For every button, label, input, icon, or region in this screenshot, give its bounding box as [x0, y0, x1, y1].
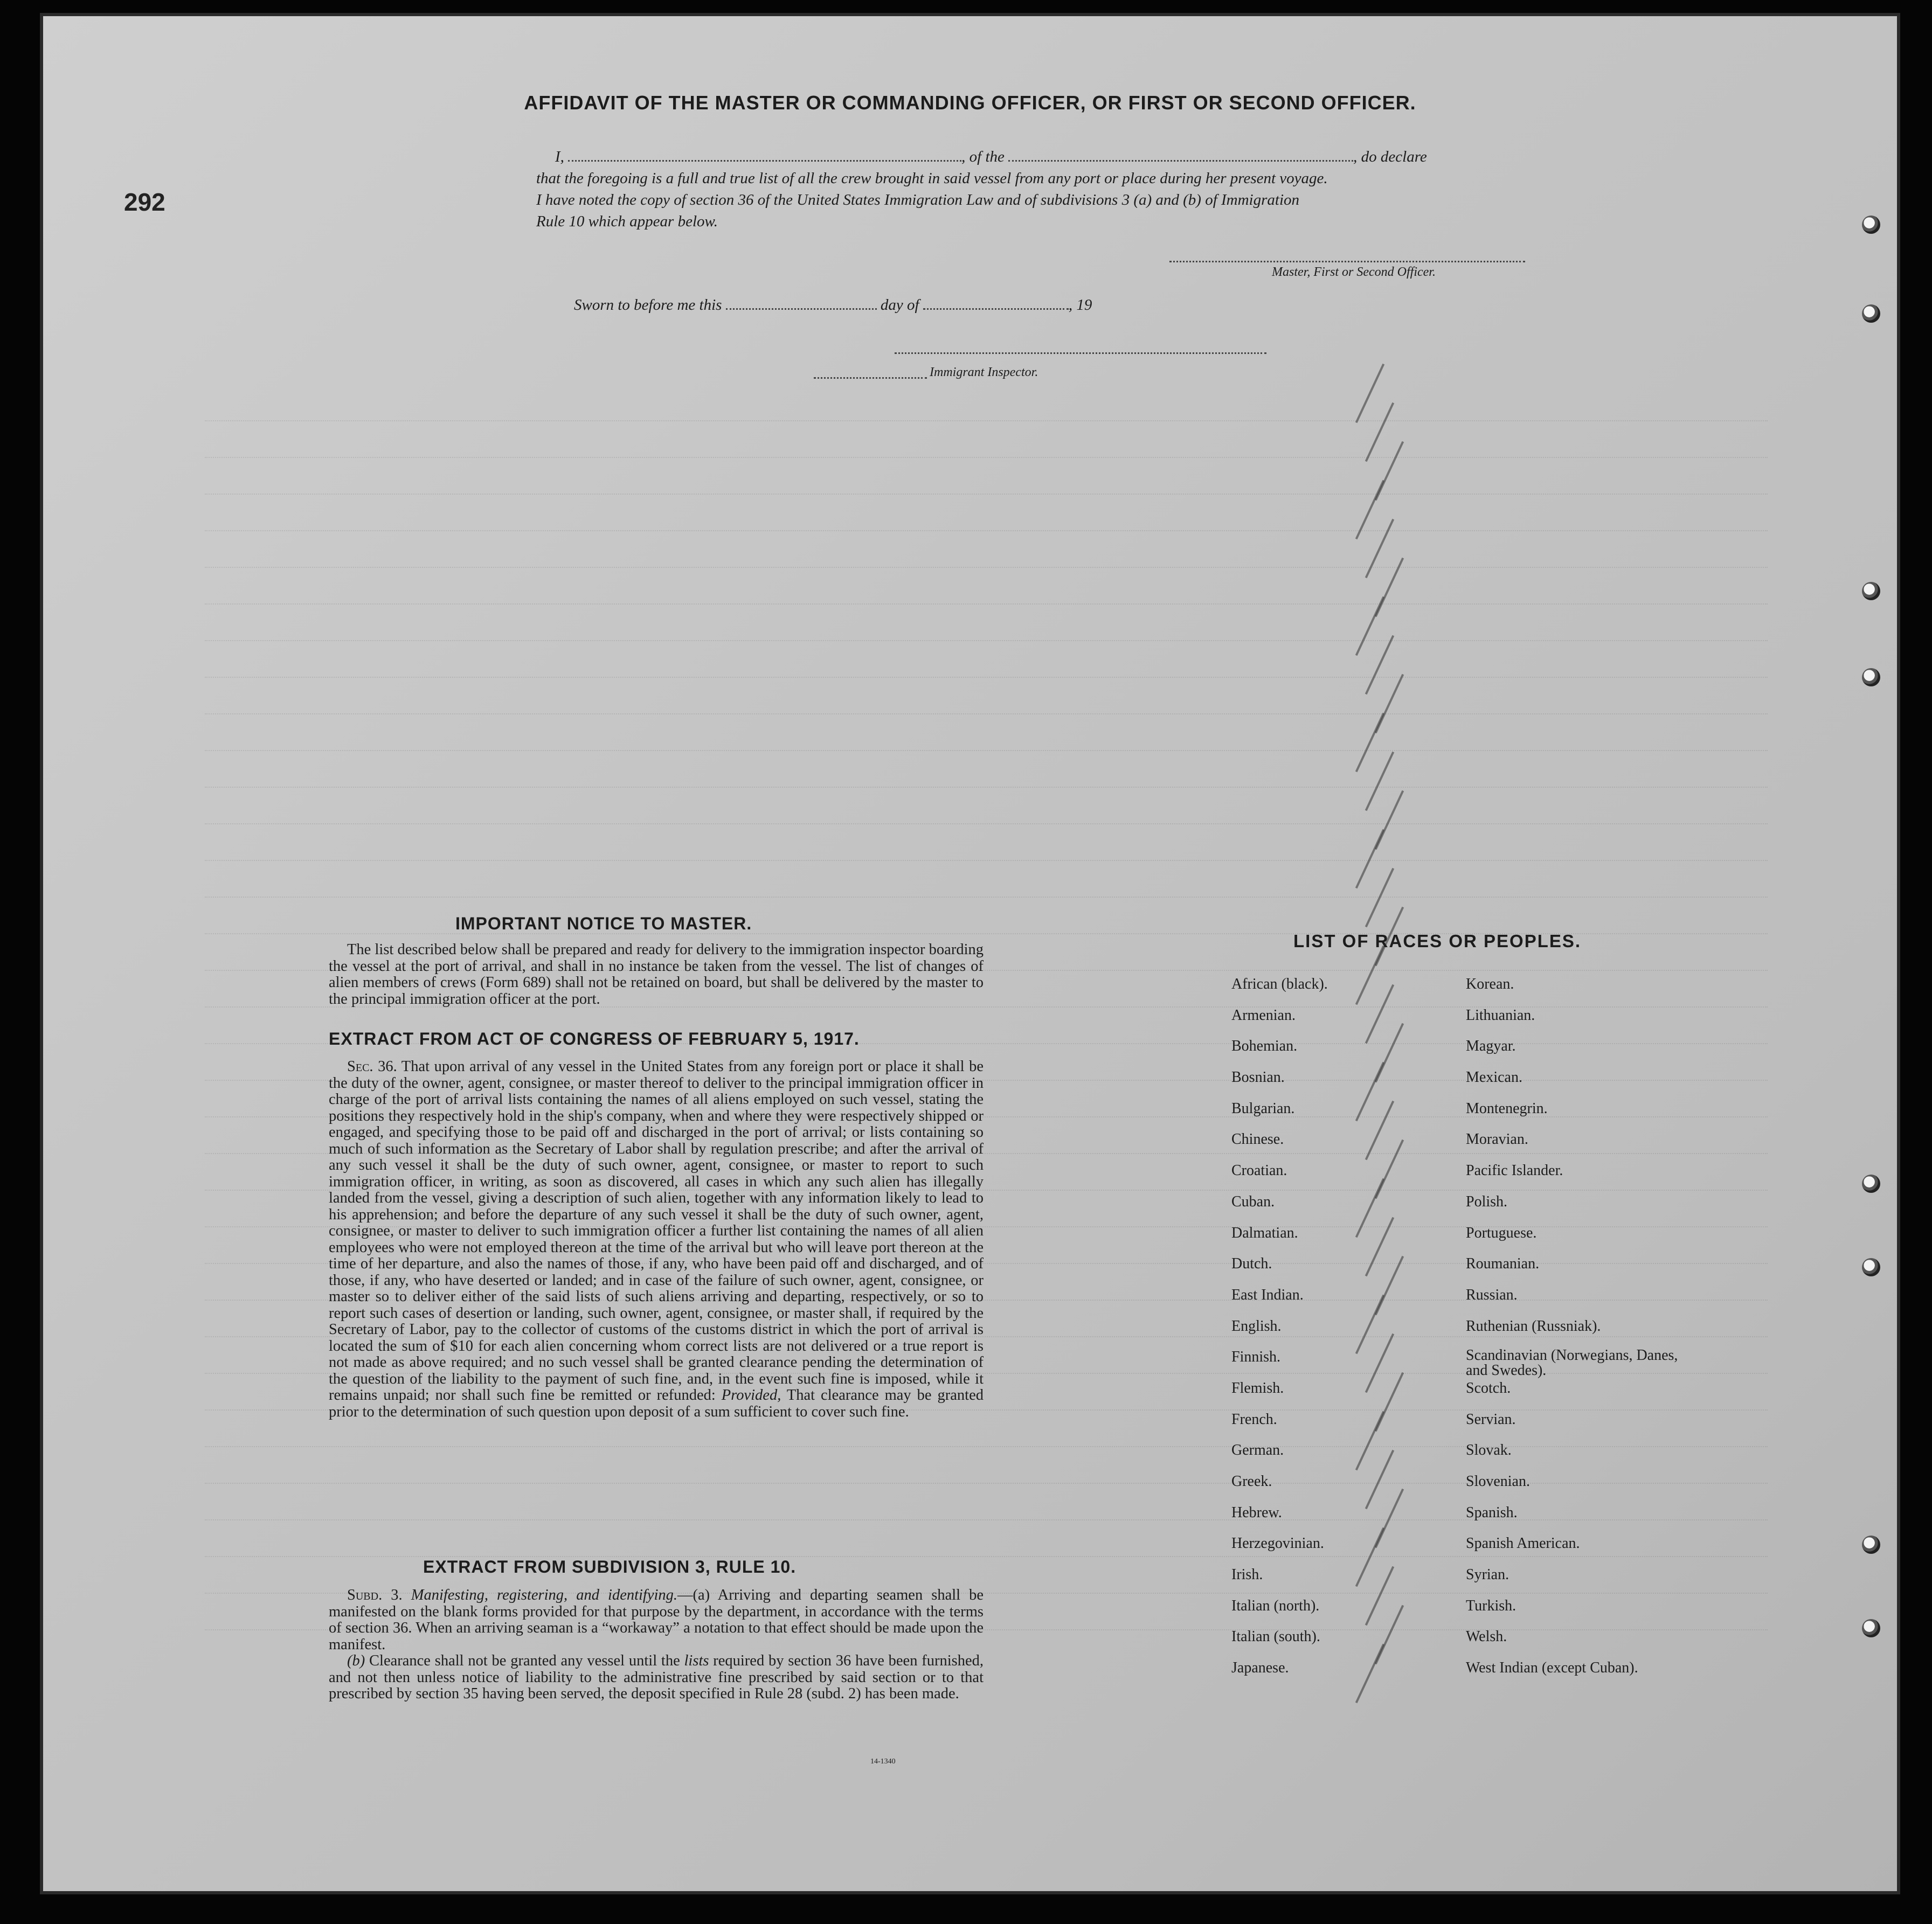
tick-mark: [1355, 713, 1384, 772]
inspector-dotted-lead: [814, 376, 927, 379]
bleed-through-row: [205, 624, 1768, 641]
bleed-through-row: [205, 844, 1768, 861]
bleed-through-row: [205, 697, 1768, 714]
race-right-item: Spanish American.: [1466, 1535, 1580, 1552]
sworn-day-label: day of: [880, 296, 919, 314]
tick-mark: [1365, 519, 1394, 578]
race-left-item: African (black).: [1231, 976, 1328, 992]
handwritten-tick-marks: [1347, 361, 1444, 1762]
race-right-item: Montenegrin.: [1466, 1100, 1548, 1117]
rule-title: EXTRACT FROM SUBDIVISION 3, RULE 10.: [423, 1557, 797, 1576]
race-left-item: Japanese.: [1231, 1659, 1289, 1677]
affidavit-line-2: that the foregoing is a full and true list of all the crew brought in said vessel from any port or place during her present voyage.: [536, 170, 1328, 187]
affidavit-of-the: , of the: [961, 148, 1005, 165]
race-right-item: Pacific Islander.: [1466, 1162, 1563, 1179]
race-left-item: Greek.: [1231, 1473, 1272, 1490]
rule-paragraph-b: [329, 1653, 984, 1703]
punch-hole-icon: [1862, 1619, 1880, 1637]
race-right-item: Spanish.: [1466, 1504, 1518, 1521]
punch-hole-icon: [1862, 668, 1880, 686]
race-left-item: Irish.: [1231, 1566, 1263, 1583]
punch-hole-icon: [1862, 582, 1880, 600]
act-paragraph: [329, 1059, 984, 1420]
tick-mark: [1355, 480, 1384, 539]
tick-mark: [1365, 1101, 1394, 1160]
punch-hole-icon: [1862, 1536, 1880, 1554]
race-right-item: Magyar.: [1466, 1038, 1516, 1055]
rule-subd-label: Subd. 3.: [347, 1587, 403, 1603]
rule-b-label: (b): [347, 1652, 365, 1669]
race-left-item: Flemish.: [1231, 1379, 1284, 1397]
bleed-through-row: [205, 551, 1768, 568]
notice-text: [329, 942, 984, 1008]
rule-text-a: —(a) Arriving and departing seamen shall be manifested on the blank forms provided for that purpose by the department, in accordance with the terms of section 36. When an arriving seaman is a “workaway” a notation to that effect should be made upon the manifest.: [329, 1587, 984, 1653]
races-left-column: [1231, 975, 1328, 1690]
sworn-prefix: Sworn to before me this: [574, 296, 722, 314]
tick-mark: [1365, 868, 1394, 927]
tick-mark: [1365, 752, 1394, 811]
tick-mark: [1365, 402, 1394, 462]
race-right-item: Turkish.: [1466, 1597, 1516, 1614]
race-left-item: Finnish.: [1231, 1349, 1281, 1366]
inspector-label: Immigrant Inspector.: [930, 365, 1038, 379]
act-sec-label: Sec. 36.: [347, 1058, 397, 1075]
page-number: 292: [124, 188, 165, 216]
bleed-through-row: [205, 404, 1768, 421]
tick-mark: [1355, 1178, 1384, 1238]
affidavit-line-3: I have noted the copy of section 36 of the United States Immigration Law and of subdivisions 3 (a) and (b) of Immigration: [536, 191, 1300, 209]
tick-mark: [1355, 364, 1384, 423]
bleed-through-row: [205, 661, 1768, 678]
sworn-month-blank: [923, 307, 1069, 310]
race-right-item: Slovenian.: [1466, 1473, 1530, 1490]
tick-mark: [1355, 1644, 1384, 1703]
bleed-through-row: [205, 807, 1768, 824]
races-title: LIST OF RACES OR PEOPLES.: [1293, 931, 1582, 951]
race-left-item: Bohemian.: [1231, 1038, 1298, 1055]
act-body: That upon arrival of any vessel in the United States from any foreign port or place it shall be the duty of the owner, agent, consignee, or master thereof to deliver to the principal immigration officer in charge of the port of arrival lists containing the names of all aliens employed on such vessel, stating the positions they respectively hold in the ship's company, when and where they were respectively shipped or engaged, and specifying those to be paid off and discharged in the port of arrival; or lists containing so much of such information as the Secretary of Labor shall by regulation prescribe; and after the arrival of any such vessel it shall be the duty of such owner, agent, consignee, or master to report to such immigration officer, in writing, as soon as discovered, all cases in which any such alien has illegally landed from the vessel, giving a description of such alien, together with any information likely to lead to his apprehension; and before the departure of any such vessel it shall be the duty of such owner, agent, consignee, or master to deliver to such immigration officer a further list containing the names of all alien employees who were not employed thereon at the time of the arrival but who will leave port thereon at the time of her departure, and also the names of those, if any, who have been paid off and discharged, and of those, if any, who have deserted or landed; and in case of the failure of such owner, agent, consignee, or master so to deliver either of the said lists of such aliens arriving and departing, respectively, or so to report such cases of desertion or landing, such owner, agent, consignee, or master shall, if required by the Secretary of Labor, pay to the collector of customs of the customs district in which the port of arrival is located the sum of $10 for each alien concerning whom correct lists are not delivered or a true report is not made as above required; and no such vessel shall be granted clearance pending the determination of the question of the liability to the payment of such fine, and, in the event such fine is imposed, while it remains unpaid; nor shall such fine be remitted or refunded:: [329, 1058, 984, 1404]
races-right-column: [1466, 975, 1698, 1690]
act-body-end: That clearance may be granted prior to the determination of such question upon deposit of a sum sufficient to cover such fine.: [329, 1387, 984, 1420]
punch-hole-icon: [1862, 1175, 1880, 1193]
tick-mark: [1365, 984, 1394, 1044]
race-left-item: Armenian.: [1231, 1006, 1296, 1024]
act-text: [329, 1059, 984, 1420]
tick-mark: [1355, 1411, 1384, 1470]
bleed-through-row: [205, 880, 1768, 898]
master-label: Master, First or Second Officer.: [1272, 265, 1436, 279]
notice-paragraph: The list described below shall be prepared and ready for delivery to the immigration inspector boarding the vessel at the port of arrival, and shall in no instance be taken from the vessel. The list of changes of alien members of crews (Form 689) shall not be retained on board, but shall be delivered by the master to the principal immigration officer at the port.: [329, 941, 984, 1008]
rule-text-b2: required by section 36 have been furnished, and not then unless notice of liability to the administrative fine prescribed by said section or to that prescribed by section 35 having been served, the deposit specified in Rule 28 (subd. 2) has been made.: [329, 1652, 984, 1702]
race-left-item: Italian (north).: [1231, 1597, 1320, 1614]
affidavit-title: AFFIDAVIT OF THE MASTER OR COMMANDING OFFICER, OR FIRST OR SECOND OFFICER.: [524, 92, 1416, 114]
tick-mark: [1355, 829, 1384, 888]
race-left-item: Hebrew.: [1231, 1504, 1282, 1521]
race-right-item: Lithuanian.: [1466, 1006, 1535, 1024]
race-right-item: Moravian.: [1466, 1131, 1528, 1148]
race-right-item: Ruthenian (Russniak).: [1466, 1317, 1601, 1335]
affidavit-i: I,: [555, 148, 564, 165]
bleed-through-row: [205, 477, 1768, 495]
race-left-item: French.: [1231, 1411, 1277, 1428]
tick-mark: [1365, 1217, 1394, 1276]
race-right-item: Russian.: [1466, 1286, 1518, 1303]
race-right-item: Servian.: [1466, 1411, 1516, 1428]
sworn-year: , 19: [1068, 296, 1092, 314]
tick-mark: [1365, 635, 1394, 694]
bleed-through-row: [205, 770, 1768, 788]
tick-mark: [1355, 1295, 1384, 1354]
affidavit-line-4: Rule 10 which appear below.: [536, 213, 718, 230]
act-provided: Provided,: [721, 1387, 781, 1404]
race-right-item: Scotch.: [1466, 1379, 1511, 1397]
tick-mark: [1365, 1450, 1394, 1509]
tick-mark: [1355, 1527, 1384, 1587]
race-right-item: Polish.: [1466, 1193, 1508, 1210]
inspector-signature-line: [895, 351, 1266, 354]
race-left-item: English.: [1231, 1317, 1282, 1335]
bleed-through-row: [205, 514, 1768, 531]
race-right-item: Portuguese.: [1466, 1224, 1537, 1241]
rule-subd-italic: Manifesting, registering, and identifying.: [411, 1587, 678, 1603]
race-right-item: Syrian.: [1466, 1566, 1509, 1583]
bleed-through-row: [205, 734, 1768, 751]
rule-lists-word: lists: [684, 1652, 709, 1669]
race-right-item: Mexican.: [1466, 1069, 1522, 1086]
punch-hole-icon: [1862, 216, 1880, 234]
bleed-through-row: [205, 587, 1768, 605]
rule-text: [329, 1587, 984, 1703]
race-left-item: Croatian.: [1231, 1162, 1287, 1179]
race-left-item: Dalmatian.: [1231, 1224, 1298, 1241]
race-left-item: Italian (south).: [1231, 1628, 1320, 1645]
race-left-item: East Indian.: [1231, 1286, 1304, 1303]
race-left-item: Bosnian.: [1231, 1069, 1285, 1086]
affidavit-declare: , do declare: [1353, 148, 1427, 165]
punch-hole-icon: [1862, 304, 1880, 323]
race-left-item: Chinese.: [1231, 1131, 1284, 1148]
race-left-item: Cuban.: [1231, 1193, 1275, 1210]
race-right-item: Scandinavian (Norwegians, Danes, and Swedes).: [1466, 1347, 1678, 1379]
name-blank: [568, 159, 961, 162]
race-left-item: Herzegovinian.: [1231, 1535, 1324, 1552]
rule-paragraph-a: [329, 1587, 984, 1653]
form-number: 14-1340: [870, 1758, 896, 1766]
punch-hole-icon: [1862, 1258, 1880, 1276]
race-left-item: Bulgarian.: [1231, 1100, 1295, 1117]
tick-mark: [1365, 1566, 1394, 1626]
manifest-page: [43, 16, 1897, 1891]
race-right-item: Roumanian.: [1466, 1255, 1540, 1273]
race-right-item: Welsh.: [1466, 1628, 1507, 1645]
race-left-item: German.: [1231, 1442, 1284, 1459]
bleed-through-row: [205, 441, 1768, 458]
tick-mark: [1355, 946, 1384, 1005]
tick-mark: [1355, 1062, 1384, 1121]
sworn-day-blank: [726, 307, 877, 310]
act-title: EXTRACT FROM ACT OF CONGRESS OF FEBRUARY 5, 1917.: [329, 1029, 860, 1048]
rule-text-b1: Clearance shall not be granted any vessel until the: [369, 1652, 680, 1669]
sworn-line: [574, 296, 1092, 314]
tick-mark: [1355, 596, 1384, 656]
race-right-item: Slovak.: [1466, 1442, 1512, 1459]
vessel-blank: [1008, 159, 1353, 162]
tick-mark: [1365, 1333, 1394, 1393]
race-right-item: West Indian (except Cuban).: [1466, 1659, 1638, 1677]
race-left-item: Dutch.: [1231, 1255, 1272, 1273]
master-signature-line: [1169, 260, 1525, 262]
race-right-item: Korean.: [1466, 976, 1514, 992]
notice-title: IMPORTANT NOTICE TO MASTER.: [455, 914, 752, 933]
affidavit-line-1: [555, 148, 1427, 166]
